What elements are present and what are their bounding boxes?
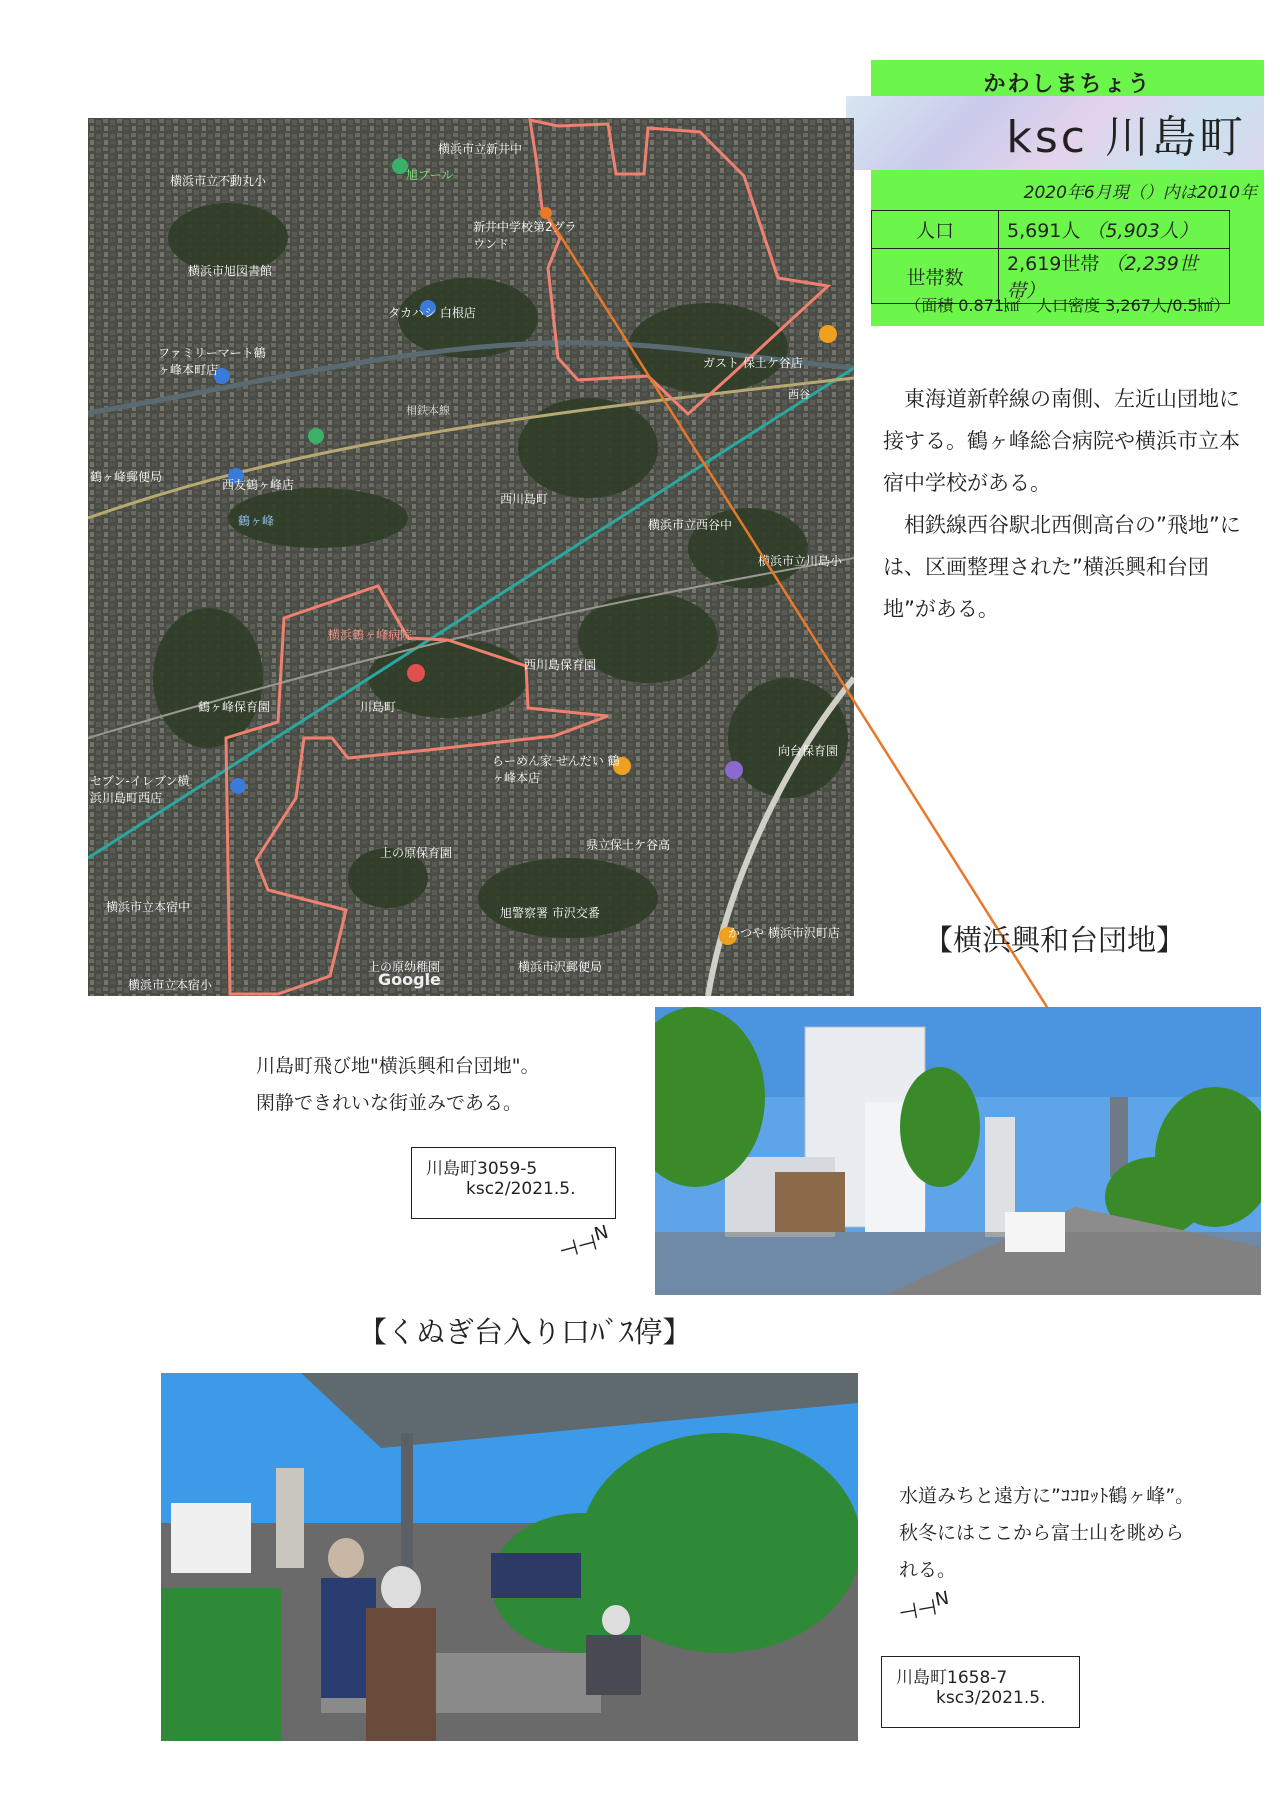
map-label: 横浜市立新井中 <box>438 142 523 156</box>
area-description <box>883 378 1243 630</box>
map-label: 旭警察署 市沢交番 <box>500 906 600 920</box>
photo-address: 川島町3059-5 <box>426 1159 538 1179</box>
area-density-line: （面積 0.871㎢ 人口密度 3,267人/0.5㎢） <box>905 296 1230 315</box>
map-label: 県立保土ケ谷高 <box>586 838 671 852</box>
stats-current: 2,619世帯 <box>1007 253 1100 275</box>
map-label: 相鉄本線 <box>406 404 450 417</box>
caption-line: 閑静できれいな街並みである。 <box>256 1092 523 1114</box>
stats-previous: （5,903人） <box>1086 220 1198 242</box>
map-label: 横浜鶴ヶ峰病院 <box>328 628 413 642</box>
stats-current: 5,691人 <box>1007 220 1081 242</box>
photo-credit: ksc3/2021.5. <box>936 1688 1046 1708</box>
photo-caption <box>899 1478 1239 1589</box>
north-arrow-symbol: ⊣⊣ <box>896 1595 939 1627</box>
caption-line: 秋冬にはここから富士山を眺めら <box>899 1522 1185 1544</box>
north-arrow-symbol: ⊣⊣ <box>556 1230 600 1265</box>
map-label: ファミリーマート鶴ヶ峰本町店 <box>158 346 266 377</box>
caption-line: れる。 <box>899 1559 957 1581</box>
photo-image <box>161 1373 858 1741</box>
map-label: 横浜市立本宿小 <box>128 978 213 992</box>
photo-koowadai-danchi <box>655 1007 1261 1295</box>
map-label: 西谷 <box>788 388 810 401</box>
map-label: 旭プール <box>406 168 454 182</box>
map-label: 鶴ヶ峰 <box>238 514 275 528</box>
map-label: 上の原保育園 <box>380 846 453 860</box>
map-label: 鶴ヶ峰保育園 <box>198 700 271 714</box>
photo-kunugidai-bus-stop <box>161 1373 858 1741</box>
photo-address-box <box>881 1656 1080 1728</box>
photo-address: 川島町1658-7 <box>896 1668 1008 1688</box>
map-label: ガスト 保土ケ谷店 <box>703 356 803 370</box>
map-label: 横浜市立不動丸小 <box>170 174 267 188</box>
map-label: 横浜市立川島小 <box>758 554 843 568</box>
map-label: 西川島町 <box>500 492 549 506</box>
map-label: タカハシ 白根店 <box>388 306 476 320</box>
stats-label: 世帯数 <box>872 249 999 304</box>
map-label: 横浜市旭図書館 <box>188 264 273 278</box>
google-watermark: Google <box>378 970 441 989</box>
map-label: 上の原幼稚園 <box>368 960 441 974</box>
photo-image <box>655 1007 1261 1295</box>
description-paragraph: 東海道新幹線の南側、左近山団地に接する。鶴ヶ峰総合病院や横浜市立本宿中学校がある。 <box>883 387 1240 495</box>
map-label: かつや 横浜市沢町店 <box>728 926 840 940</box>
stats-previous: （2,239世帯） <box>1007 253 1198 302</box>
section-heading: 【横浜興和台団地】 <box>924 923 1186 957</box>
map-label: 西友鶴ヶ峰店 <box>222 478 295 492</box>
map-label: 川島町 <box>360 700 397 714</box>
map-label: 横浜市沢郵便局 <box>518 960 603 974</box>
caption-line: 川島町飛び地"横浜興和台団地"。 <box>256 1055 540 1077</box>
title-kana: かわしまちょう <box>871 60 1264 104</box>
description-paragraph: 相鉄線西谷駅北西側高台の”飛地”には、区画整理された”横浜興和台団地”がある。 <box>883 513 1241 621</box>
map-label: 横浜市立本宿中 <box>106 900 191 914</box>
section-heading: 【くぬぎ台入り口ﾊﾞｽ停】 <box>358 1315 692 1349</box>
map-label: 横浜市立西谷中 <box>648 518 733 532</box>
stats-label: 人口 <box>872 211 999 249</box>
map-label: 向台保育園 <box>778 744 839 758</box>
page-title-text: ksc 川島町 <box>1006 112 1246 163</box>
map-label: セブン-イレブン横浜川島町西店 <box>90 774 190 805</box>
photo-caption <box>256 1048 539 1122</box>
north-label: N <box>591 1221 611 1246</box>
photo-address-box <box>411 1147 616 1219</box>
map-label: 鶴ヶ峰郵便局 <box>90 470 163 484</box>
as-of-note: 2020年6月現（）内は2010年 <box>1023 183 1257 203</box>
caption-line: 水道みちと遠方に”ｺｺﾛｯﾄ鶴ヶ峰”。 <box>899 1485 1195 1507</box>
north-label: N <box>933 1587 951 1611</box>
map-label: らーめん家 せんだい 鶴ヶ峰本店 <box>492 754 620 785</box>
map-label: 西川島保育園 <box>524 658 597 672</box>
map-label: 新井中学校第2グラウンド <box>473 220 577 251</box>
photo-credit: ksc2/2021.5. <box>466 1179 576 1199</box>
